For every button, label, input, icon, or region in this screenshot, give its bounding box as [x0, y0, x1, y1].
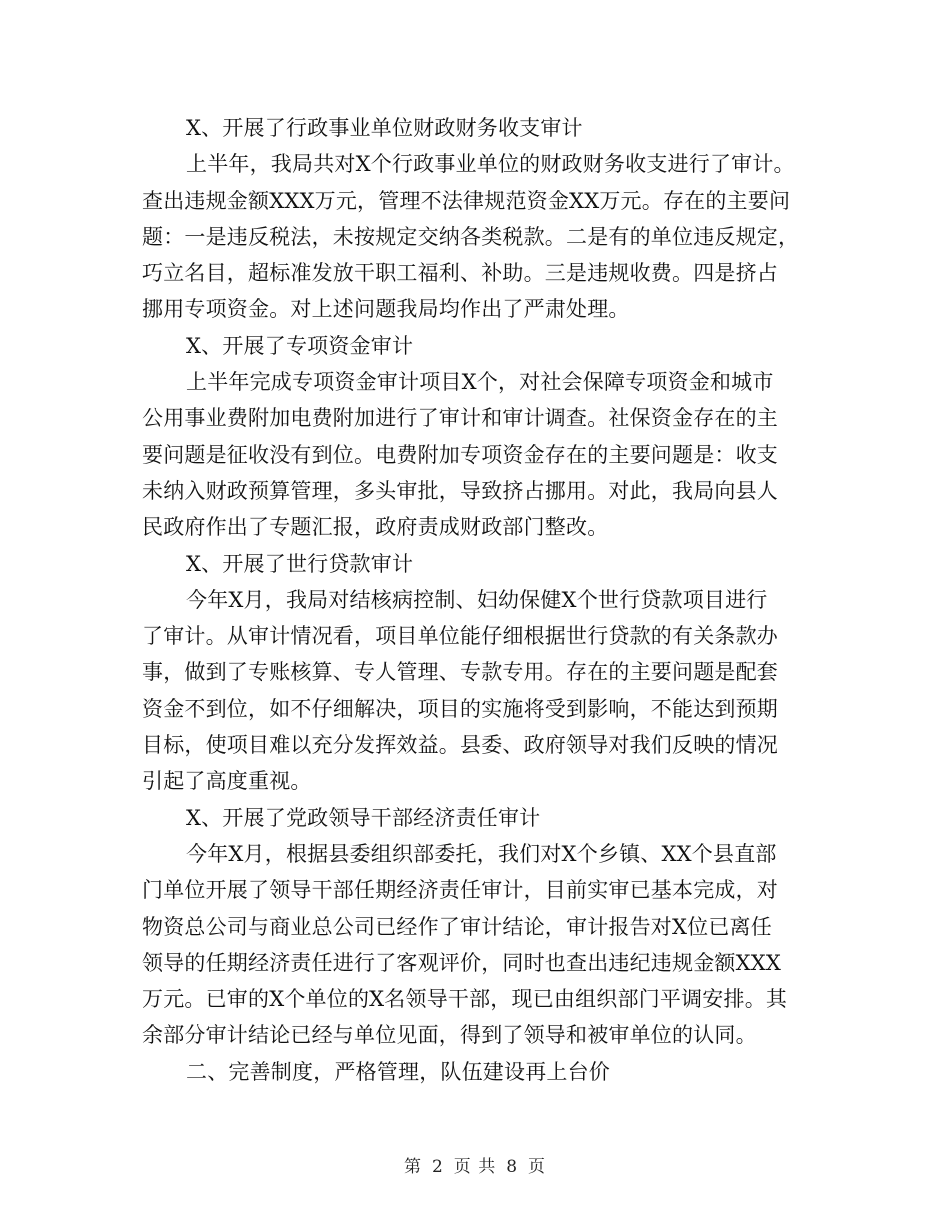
paragraph-line: 上半年，我局共对X个行政事业单位的财政财务收支进行了审计。: [186, 152, 795, 177]
section-heading: X、开展了党政领导干部经济责任审计: [186, 805, 541, 830]
footer-prefix: 第: [403, 1157, 422, 1177]
section-heading: X、开展了专项资金审计: [186, 333, 414, 358]
section-heading: X、开展了行政事业单位财政财务收支审计: [186, 116, 583, 140]
paragraph-line: 目标，使项目难以充分发挥效益。县委、政府领导对我们反映的情况: [142, 733, 778, 758]
paragraph-line: 查出违规金额XXX万元，管理不法律规范资金XX万元。存在的主要问: [142, 188, 791, 213]
paragraph-line: 事，做到了专账核算、专人管理、专款专用。存在的主要问题是配套: [142, 660, 778, 685]
section-heading: X、开展了世行贷款审计: [186, 551, 414, 576]
paragraph-line: 上半年完成专项资金审计项目X个，对社会保障专项资金和城市: [186, 370, 774, 395]
paragraph-line: 今年X月，我局对结核病控制、妇幼保健X个世行贷款项目进行: [186, 587, 768, 612]
footer-mid: 页 共: [453, 1157, 497, 1177]
paragraph-line: 挪用专项资金。对上述问题我局均作出了严肃处理。: [142, 297, 630, 322]
paragraph-line: 余部分审计结论已经与单位见面，得到了领导和被审单位的认同。: [142, 1023, 757, 1048]
paragraph-line: 民政府作出了专题汇报，政府责成财政部门整改。: [142, 515, 609, 540]
paragraph-line: 引起了高度重视。: [142, 769, 312, 794]
page-number: 2: [431, 1157, 444, 1177]
paragraph-line: 门单位开展了领导干部任期经济责任审计，目前实审已基本完成，对: [142, 878, 778, 903]
paragraph-line: 公用事业费附加电费附加进行了审计和审计调查。社保资金存在的主: [142, 406, 778, 431]
paragraph-line: 万元。已审的X个单位的X名领导干部，现已由组织部门平调安排。其: [142, 987, 788, 1012]
paragraph-line: 资金不到位，如不仔细解决，项目的实施将受到影响，不能达到预期: [142, 696, 778, 721]
paragraph-line: 巧立名目，超标准发放干职工福利、补助。三是违规收费。四是挤占: [142, 261, 778, 286]
paragraph-line: 题：一是违反税法，未按规定交纳各类税款。二是有的单位违反规定，: [142, 224, 800, 249]
page-footer: [0, 1152, 950, 1177]
paragraph-line: 领导的任期经济责任进行了客观评价，同时也查出违纪违规金额XXX: [142, 950, 782, 975]
paragraph-line: 物资总公司与商业总公司已经作了审计结论，审计报告对X位已离任: [142, 914, 772, 939]
paragraph-line: 了审计。从审计情况看，项目单位能仔细根据世行贷款的有关条款办: [142, 624, 778, 649]
section-heading: 二、完善制度，严格管理，队伍建设再上台价: [186, 1059, 610, 1084]
page-total: 8: [506, 1157, 519, 1177]
paragraph-line: 今年X月，根据县委组织部委托，我们对X个乡镇、XX个县直部: [186, 841, 777, 866]
footer-suffix: 页: [528, 1157, 547, 1177]
paragraph-line: 未纳入财政预算管理，多头审批，导致挤占挪用。对此，我局向县人: [142, 478, 778, 503]
paragraph-line: 要问题是征收没有到位。电费附加专项资金存在的主要问题是：收支: [142, 442, 778, 467]
document-body: [142, 110, 810, 1090]
